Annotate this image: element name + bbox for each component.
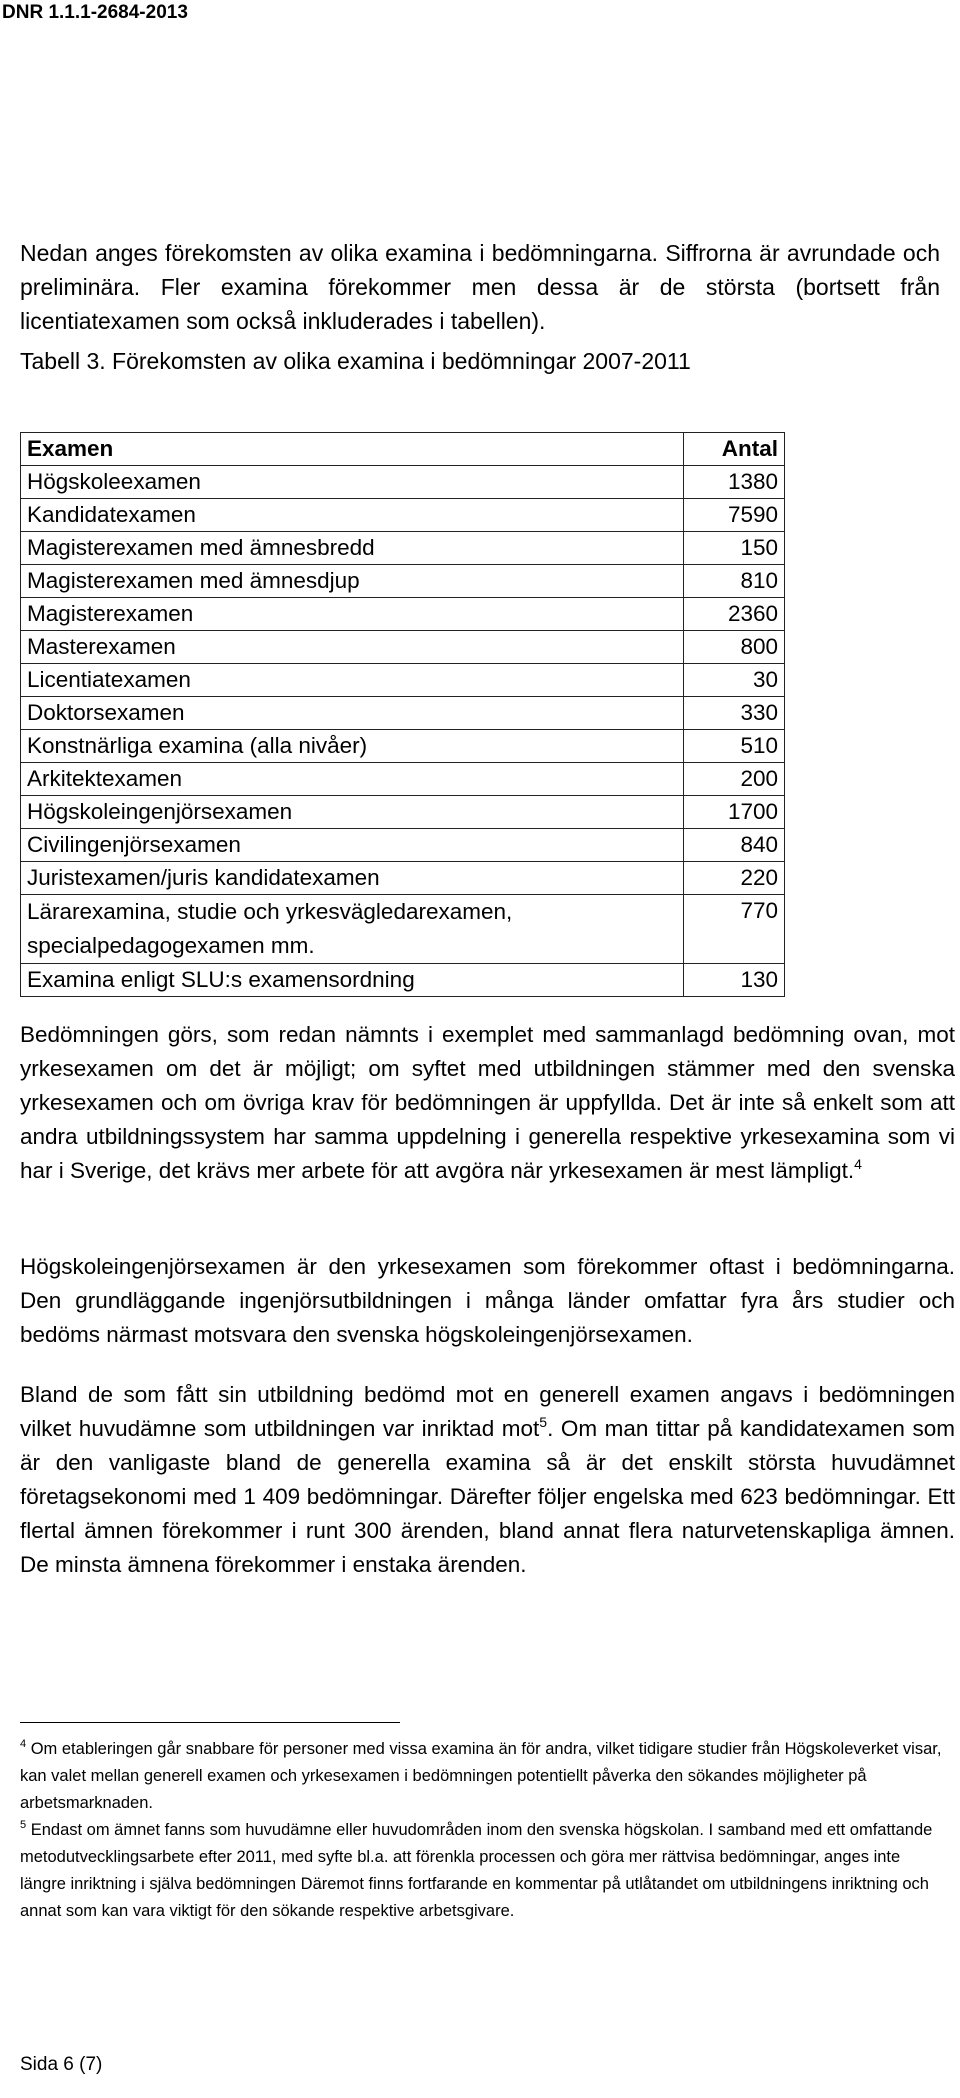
footnote-4-text: Om etableringen går snabbare för personer med vissa examina än för andra, vilket tidigare studier från Högskoleverket visar, kan valet mellan generell examen och yrkesexamen i bedömningen potentiellt påverka den sökandes möjligheter på arbetsmarknaden.: [20, 1740, 942, 1812]
intro-text: Nedan anges förekomsten av olika examina i bedömningarna. Siffrorna är avrundade och preliminära. Fler examina förekommer men dessa är de största (bortsett från licentiatexamen som också inkluderades i tabellen).: [20, 240, 940, 334]
exam-name-cell: Licentiatexamen: [21, 664, 684, 697]
exam-name-cell: Masterexamen: [21, 631, 684, 664]
body-p3-text-a: Bland de som fått sin utbildning bedömd mot en generell examen angavs i bedömningen vilket huvudämne som utbildningen var inriktad mot: [20, 1382, 955, 1441]
table-caption: Tabell 3. Förekomsten av olika examina i bedömningar 2007-2011: [20, 348, 691, 374]
exam-count-cell: 30: [684, 664, 785, 697]
table-row: [21, 796, 785, 829]
exam-count-cell: 770: [684, 895, 785, 964]
exam-count-cell: 150: [684, 532, 785, 565]
exam-table-body: [21, 466, 785, 997]
table-row: [21, 565, 785, 598]
exam-name-cell: Magisterexamen med ämnesbredd: [21, 532, 684, 565]
table-header-row: [21, 433, 785, 466]
exam-name-cell: Konstnärliga examina (alla nivåer): [21, 730, 684, 763]
footnote-4-number: 4: [20, 1738, 27, 1750]
exam-name-cell: Magisterexamen med ämnesdjup: [21, 565, 684, 598]
exam-count-cell: 840: [684, 829, 785, 862]
exam-name-cell: Kandidatexamen: [21, 499, 684, 532]
body-paragraph-1: [20, 1018, 955, 1188]
exam-name-cell: Civilingenjörsexamen: [21, 829, 684, 862]
footnote-ref-5: 5: [539, 1414, 548, 1430]
exam-count-cell: 800: [684, 631, 785, 664]
table-row: [21, 532, 785, 565]
table-row: [21, 862, 785, 895]
exam-name-cell: Arkitektexamen: [21, 763, 684, 796]
exam-name-cell: Högskoleexamen: [21, 466, 684, 499]
table-row: [21, 631, 785, 664]
exam-name-cell: Högskoleingenjörsexamen: [21, 796, 684, 829]
page-number: Sida 6 (7): [20, 2054, 103, 2075]
exam-name-cell: Juristexamen/juris kandidatexamen: [21, 862, 684, 895]
document-number: DNR 1.1.1-2684-2013: [2, 2, 188, 23]
exam-count-cell: 1380: [684, 466, 785, 499]
footnote-5-number: 5: [20, 1819, 27, 1831]
table-row: [21, 466, 785, 499]
footnote-ref-4: 4: [854, 1156, 862, 1172]
table-row: [21, 697, 785, 730]
exam-name-cell: Magisterexamen: [21, 598, 684, 631]
intro-paragraph: [20, 236, 940, 338]
footnote-4: [20, 1736, 950, 1817]
table-row: [21, 499, 785, 532]
table-row: [21, 895, 785, 964]
exam-count-cell: 810: [684, 565, 785, 598]
table-row: [21, 664, 785, 697]
exam-count-cell: 510: [684, 730, 785, 763]
footnote-5-text: Endast om ämnet fanns som huvudämne eller huvudområden inom den svenska högskolan. I samband med ett omfattande metodutvecklingsarbete efter 2011, med syfte bl.a. att förenkla processen och göra mer rättvisa bedömningar, anges inte längre inriktning i själva bedömningen Däremot finns fortfarande en kommentar på utlåtandet om utbildningens inriktning och annat som kan vara viktigt för den sökande respektive arbetsgivare.: [20, 1821, 933, 1920]
body-p3-text-b: . Om man tittar på kandidatexamen som är den vanligaste bland de generella examina så är det enskilt största huvudämnet företagsekonomi med 1 409 bedömningar. Därefter följer engelska med 623 bedömningar. Ett flertal ämnen förekommer i runt 300 ärenden, bland annat flera naturvetenskapliga ämnen. De minsta ämnena förekommer i enstaka ärenden.: [20, 1416, 955, 1577]
footnote-divider: [20, 1722, 400, 1723]
exam-count-cell: 130: [684, 964, 785, 997]
table-row: [21, 730, 785, 763]
footnote-5: [20, 1817, 950, 1925]
exam-table: [20, 432, 785, 997]
header-examen: Examen: [21, 433, 684, 466]
body-paragraph-2: [20, 1250, 955, 1352]
table-row: [21, 763, 785, 796]
exam-name-cell: Examina enligt SLU:s examensordning: [21, 964, 684, 997]
body-p2-text: Högskoleingenjörsexamen är den yrkesexamen som förekommer oftast i bedömningarna. Den grundläggande ingenjörsutbildningen i många länder omfattar fyra års studier och bedöms närmast motsvara den svenska högskoleingenjörsexamen.: [20, 1254, 955, 1347]
exam-count-cell: 330: [684, 697, 785, 730]
exam-count-cell: 7590: [684, 499, 785, 532]
table-row: [21, 598, 785, 631]
table-row: [21, 964, 785, 997]
exam-count-cell: 220: [684, 862, 785, 895]
exam-count-cell: 2360: [684, 598, 785, 631]
exam-count-cell: 200: [684, 763, 785, 796]
exam-name-cell: Lärarexamina, studie och yrkesvägledarexamen, specialpedagogexamen mm.: [21, 895, 684, 964]
table-row: [21, 829, 785, 862]
exam-name-cell: Doktorsexamen: [21, 697, 684, 730]
footnotes: [20, 1736, 950, 1925]
exam-count-cell: 1700: [684, 796, 785, 829]
body-p1-text: Bedömningen görs, som redan nämnts i exemplet med sammanlagd bedömning ovan, mot yrkesexamen om det är möjligt; om syftet med utbildningen stämmer med den svenska yrkesexamen och om övriga krav för bedömningen är uppfyllda. Det är inte så enkelt som att andra utbildningssystem har samma uppdelning i generella respektive yrkesexamina som vi har i Sverige, det krävs mer arbete för att avgöra när yrkesexamen är mest lämpligt.: [20, 1022, 955, 1183]
header-antal: Antal: [684, 433, 785, 466]
body-paragraph-3: [20, 1378, 955, 1582]
